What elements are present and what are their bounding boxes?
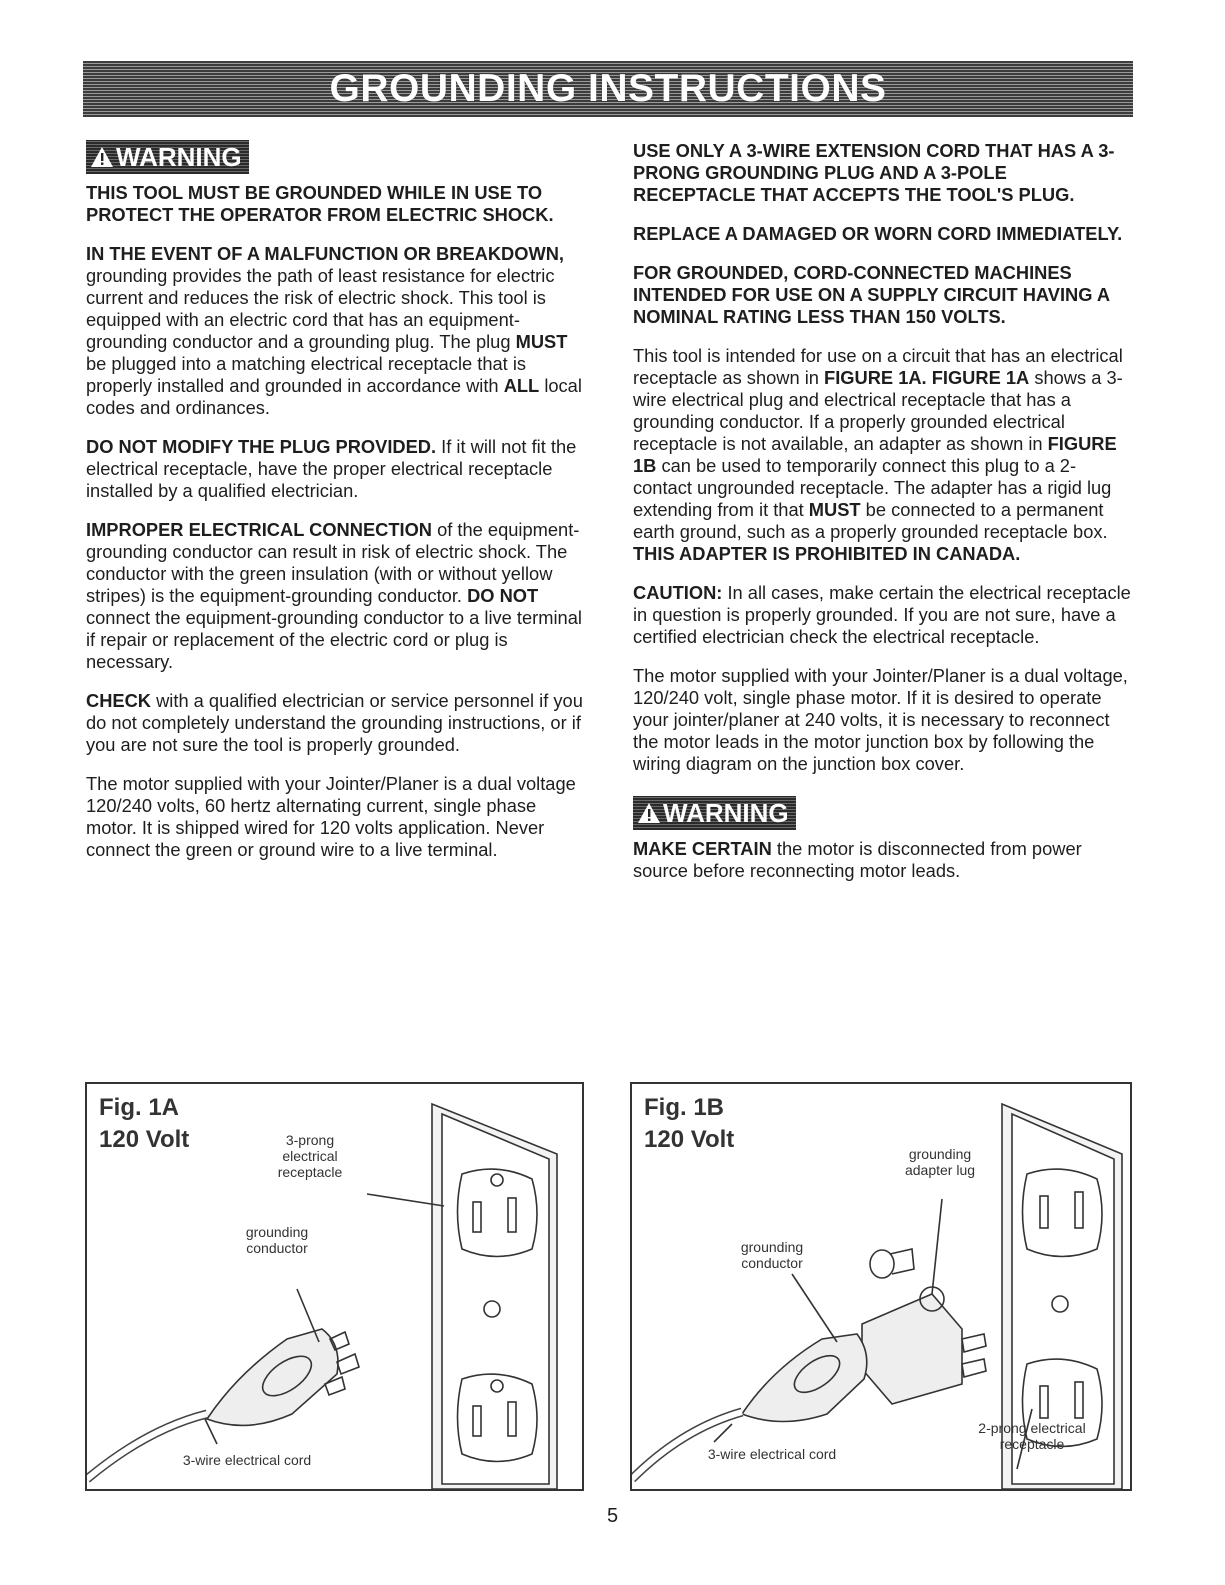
figure-title: Fig. 1B	[644, 1094, 725, 1121]
figure-subtitle: 120 Volt	[99, 1126, 190, 1153]
circuit-paragraph: This tool is intended for use on a circuit that has an electrical receptacle as shown in FIGURE 1A. FIGURE 1A shows a 3-wire electrical plug and electrical receptacle that has a grounding conductor. If a properly grounded electrical receptacle is not available, an adapter as shown in FIGURE 1B can be used to temporarily connect this plug to a 2-contact ungrounded receptacle. The adapter has a rigid lug extending from it that MUST be connected to a permanent earth ground, such as a properly grounded receptacle box. THIS ADAPTER IS PROHIBITED IN CANADA.	[633, 345, 1123, 564]
extension-cord-text: USE ONLY A 3-WIRE EXTENSION CORD THAT HAS A 3-PRONG GROUNDING PLUG AND A 3-POLE RECEPTACLE THAT ACCEPTS THE TOOL'S PLUG.	[633, 140, 1115, 205]
warning-triangle-icon	[90, 146, 114, 168]
warning-label: WARNING	[663, 798, 789, 828]
malfunction-paragraph: IN THE EVENT OF A MALFUNCTION OR BREAKDOWN, grounding provides the path of least resistance for electric current and reduces the risk of electric shock. This tool is equipped with an electric cord that has an equipment-grounding conductor and a grounding plug. The plug MUST be plugged into a matching electrical receptacle that is properly installed and grounded in accordance with ALL local codes and ordinances.	[86, 243, 582, 418]
do-not-modify-paragraph: DO NOT MODIFY THE PLUG PROVIDED. If it will not fit the electrical receptacle, have the proper electrical receptacle installed by a qualified electrician.	[86, 436, 577, 501]
warning-triangle-icon	[637, 802, 661, 824]
cord-label: 3-wire electrical cord	[707, 1446, 837, 1462]
header-banner	[83, 61, 1133, 117]
grounded-machines-text: FOR GROUNDED, CORD-CONNECTED MACHINES INTENDED FOR USE ON A SUPPLY CIRCUIT HAVING A NOMINAL RATING LESS THAN 150 VOLTS.	[633, 262, 1110, 327]
make-certain-paragraph: MAKE CERTAIN the motor is disconnected from power source before reconnecting motor leads.	[633, 838, 1082, 881]
motor-voltage-paragraph: The motor supplied with your Jointer/Planer is a dual voltage 120/240 volts, 60 hertz alternating current, single phase motor. It is shipped wired for 120 volts application. Never connect the green or ground wire to a live terminal.	[86, 773, 576, 860]
figure-subtitle: 120 Volt	[644, 1126, 735, 1153]
figure-1b	[630, 1082, 1132, 1491]
conductor-label: grounding conductor	[740, 1239, 804, 1271]
warning-badge	[633, 796, 796, 830]
improper-connection-paragraph: IMPROPER ELECTRICAL CONNECTION of the equipment-grounding conductor can result in risk of electric shock. The conductor with the green insulation (with or without yellow stripes) is the equipment-grounding conductor. DO NOT connect the equipment-grounding conductor to a live terminal if repair or replacement of the electric cord or plug is necessary.	[86, 519, 582, 672]
left-column	[86, 140, 586, 878]
adapter-lug-label: grounding adapter lug	[904, 1146, 976, 1178]
warning-label: WARNING	[116, 142, 242, 172]
figure-1a	[85, 1082, 584, 1491]
figure-title: Fig. 1A	[99, 1094, 180, 1121]
right-column	[633, 140, 1133, 899]
page-number: 5	[606, 1505, 619, 1527]
grounded-warning-text: THIS TOOL MUST BE GROUNDED WHILE IN USE TO PROTECT THE OPERATOR FROM ELECTRIC SHOCK.	[86, 182, 554, 225]
motor-dual-voltage-paragraph: The motor supplied with your Jointer/Planer is a dual voltage, 120/240 volt, single phase motor. If it is desired to operate your jointer/planer at 240 volts, it is necessary to reconnect the motor leads in the motor junction box by following the wiring diagram on the junction box cover.	[633, 665, 1128, 774]
page-title: GROUNDING INSTRUCTIONS	[329, 67, 887, 110]
receptacle-label: 3-prong electrical receptacle	[277, 1132, 343, 1180]
two-prong-receptacle-label: 2-prong electrical receptacle	[978, 1420, 1086, 1452]
conductor-label: grounding conductor	[245, 1224, 309, 1256]
cord-label: 3-wire electrical cord	[182, 1452, 312, 1468]
check-paragraph: CHECK with a qualified electrician or service personnel if you do not completely understand the grounding instructions, or if you are not sure the tool is properly grounded.	[86, 690, 583, 755]
caution-paragraph: CAUTION: In all cases, make certain the electrical receptacle in question is properly grounded. If you are not sure, have a certified electrician check the electrical receptacle.	[633, 582, 1131, 647]
warning-badge	[86, 140, 249, 174]
replace-cord-text: REPLACE A DAMAGED OR WORN CORD IMMEDIATELY.	[633, 223, 1123, 244]
